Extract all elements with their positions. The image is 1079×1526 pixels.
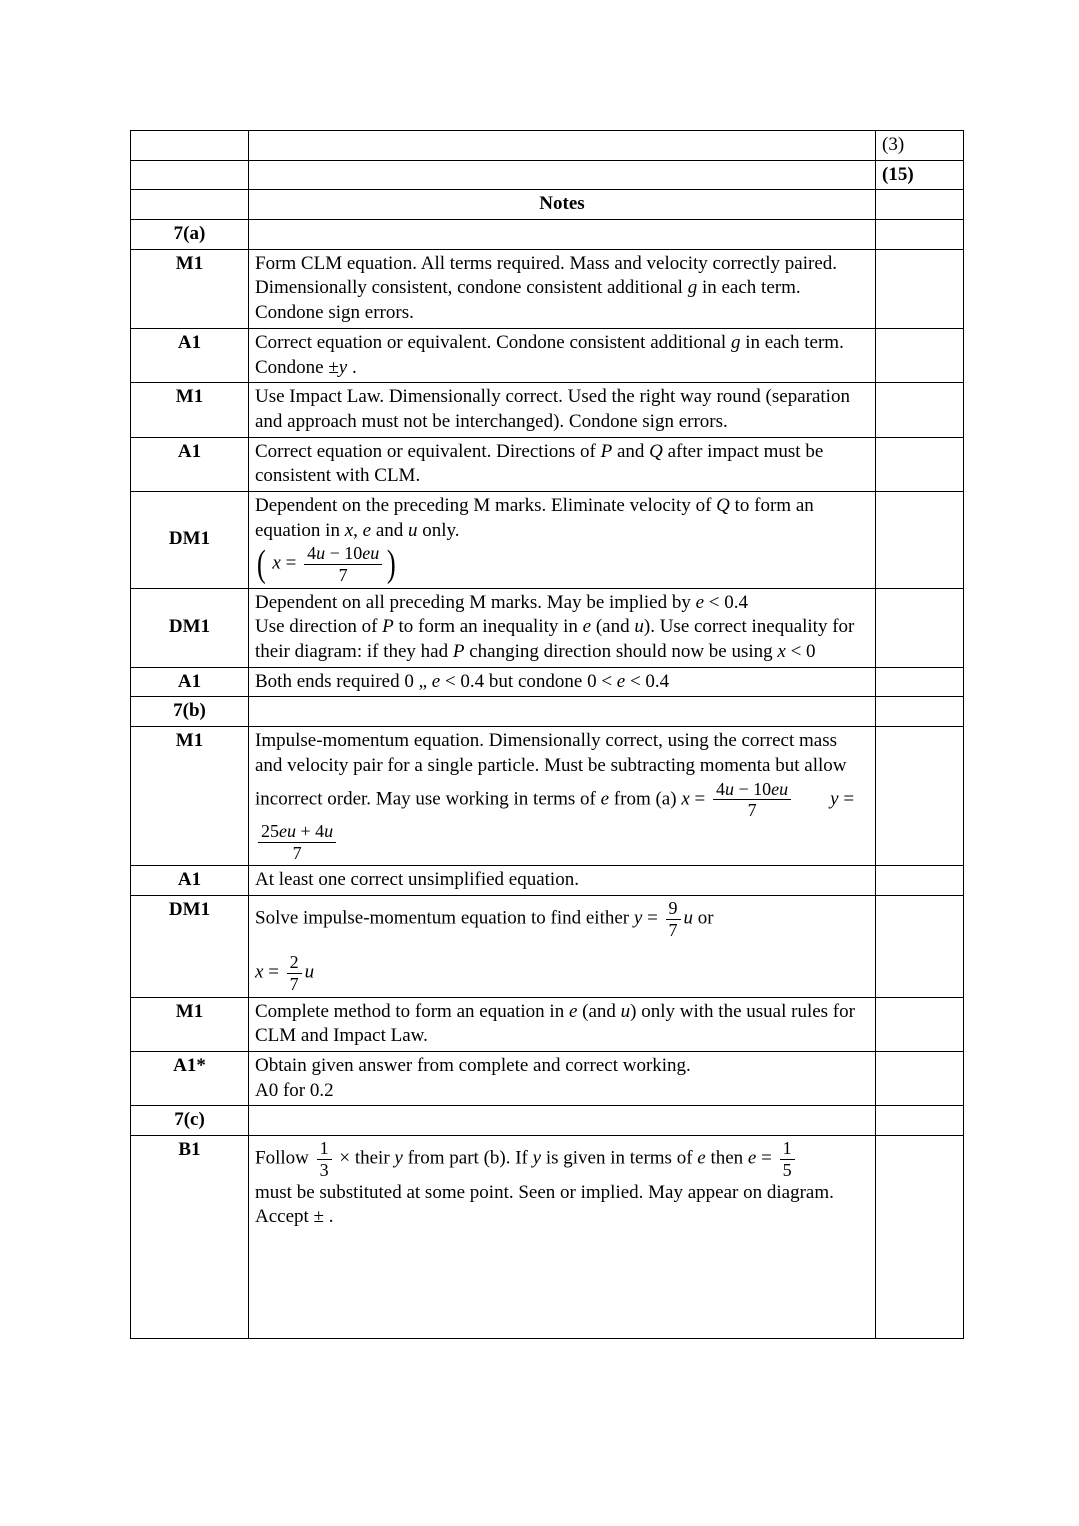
mark-label-cell: A1 xyxy=(131,866,249,896)
notes-cell: Complete method to form an equation in e (and u) only with the usual rules for CLM and Impact Law. xyxy=(249,997,876,1051)
mark-label-cell: M1 xyxy=(131,997,249,1051)
mark-label-cell: 7(c) xyxy=(131,1106,249,1136)
score-cell xyxy=(876,1106,964,1136)
fraction-numerator: 4u − 10eu xyxy=(307,543,380,564)
score-cell xyxy=(876,588,964,667)
table-row xyxy=(131,667,964,697)
table-row xyxy=(131,1052,964,1106)
notes-cell xyxy=(249,1106,876,1136)
notes-cell: Follow $\frac{1}{3}$ × their y from part (b). If y is given in terms of e then e = $\frac{1}{5}$ must be substituted at some point. Seen or implied. May appear on diagram. Accept ± . xyxy=(249,1136,876,1339)
score-cell xyxy=(876,866,964,896)
fraction-denominator: 3 xyxy=(317,1159,332,1181)
table-row xyxy=(131,727,964,866)
score-cell xyxy=(876,1136,964,1339)
mark-label-cell: DM1 xyxy=(131,895,249,997)
table-row xyxy=(131,697,964,727)
fraction-numerator: 25eu + 4u xyxy=(261,820,334,841)
fraction-numerator: 4u − 10eu xyxy=(715,778,789,799)
score-cell xyxy=(876,383,964,437)
notes-cell: At least one correct unsimplified equation. xyxy=(249,866,876,896)
fraction xyxy=(301,543,385,585)
notes-cell: Correct equation or equivalent. Directions of P and Q after impact must be consistent with CLM. xyxy=(249,437,876,491)
fraction xyxy=(314,1138,335,1180)
score-cell: (3) xyxy=(876,131,964,161)
table-row xyxy=(131,190,964,220)
mark-label-cell: M1 xyxy=(131,727,249,866)
table-row xyxy=(131,895,964,997)
fraction-denominator: 5 xyxy=(780,1159,795,1181)
table-row xyxy=(131,1136,964,1339)
notes-cell xyxy=(249,697,876,727)
table-row xyxy=(131,1106,964,1136)
mark-label-cell xyxy=(131,160,249,190)
fraction-denominator: 7 xyxy=(666,919,681,941)
fraction xyxy=(663,898,684,940)
notes-cell: Impulse-momentum equation. Dimensionally correct, using the correct mass and velocity pair for a single particle. Must be subtracting momenta but allow incorrect order. May use working in terms of e from (a) x = $\frac{4u - 10eu}{7}$ y = $\frac{25eu + 4u}{7}$ xyxy=(249,727,876,866)
table-row xyxy=(131,249,964,328)
table-row xyxy=(131,131,964,161)
notes-cell: Both ends required 0 „ e < 0.4 but condone 0 < e < 0.4 xyxy=(249,667,876,697)
fraction-numerator: 1 xyxy=(319,1138,329,1159)
table-row xyxy=(131,328,964,382)
score-cell xyxy=(876,249,964,328)
total-score: (15) xyxy=(882,163,914,185)
notes-header-cell: Notes xyxy=(249,190,876,220)
mark-scheme-table xyxy=(130,130,964,1339)
mark-label-cell: B1 xyxy=(131,1136,249,1339)
mark-label-cell: 7(a) xyxy=(131,220,249,250)
fraction-denominator: 7 xyxy=(304,564,382,586)
table-row xyxy=(131,220,964,250)
fraction xyxy=(284,952,305,994)
mark-label-cell xyxy=(131,131,249,161)
notes-cell: Solve impulse-momentum equation to find either y = $\frac{9}{7}$ u or x = $\frac{2}{7}$ u xyxy=(249,895,876,997)
score-cell xyxy=(876,220,964,250)
fraction xyxy=(710,779,794,821)
table-body xyxy=(131,131,964,1339)
notes-cell: Use Impact Law. Dimensionally correct. Used the right way round (separation and approach must not be interchanged). Condone sign errors. xyxy=(249,383,876,437)
score-cell xyxy=(876,328,964,382)
table-row xyxy=(131,160,964,190)
fraction-denominator: 7 xyxy=(258,842,336,864)
score-cell xyxy=(876,160,964,190)
fraction-numerator: 2 xyxy=(289,952,299,973)
mark-label-cell: A1 xyxy=(131,437,249,491)
mark-label-cell: 7(b) xyxy=(131,697,249,727)
score-cell xyxy=(876,1052,964,1106)
mark-label-cell: M1 xyxy=(131,249,249,328)
fraction xyxy=(777,1138,798,1180)
fraction-denominator: 7 xyxy=(713,799,791,821)
notes-cell: Correct equation or equivalent. Condone consistent additional g in each term. Condone ±y . xyxy=(249,328,876,382)
paren-icon: ( xyxy=(256,543,266,586)
score-cell xyxy=(876,997,964,1051)
table-row xyxy=(131,997,964,1051)
fraction-numerator: 9 xyxy=(668,897,678,918)
score-cell xyxy=(876,895,964,997)
notes-cell xyxy=(249,131,876,161)
notes-cell xyxy=(249,160,876,190)
mark-label-cell: A1 xyxy=(131,667,249,697)
score-cell xyxy=(876,491,964,588)
notes-cell: Form CLM equation. All terms required. Mass and velocity correctly paired. Dimensionally consistent, condone consistent additional g in each term. Condone sign errors. xyxy=(249,249,876,328)
fraction xyxy=(255,821,339,863)
mark-label-cell xyxy=(131,190,249,220)
table-row xyxy=(131,588,964,667)
fraction-numerator: 1 xyxy=(782,1138,792,1159)
score-cell xyxy=(876,190,964,220)
table-row xyxy=(131,491,964,588)
mark-label-cell: DM1 xyxy=(131,491,249,588)
score-cell xyxy=(876,667,964,697)
score-cell xyxy=(876,727,964,866)
fraction-denominator: 7 xyxy=(287,973,302,995)
notes-cell: Obtain given answer from complete and correct working. A0 for 0.2 xyxy=(249,1052,876,1106)
table-row xyxy=(131,866,964,896)
vertical-space xyxy=(255,940,869,952)
paren-icon: ) xyxy=(387,543,396,586)
mark-label-cell: DM1 xyxy=(131,588,249,667)
notes-cell: Dependent on the preceding M marks. Eliminate velocity of Q to form an equation in x, e and u only. ( x = $\frac{4u - 10eu}{7}$ ) xyxy=(249,491,876,588)
score-cell xyxy=(876,437,964,491)
notes-cell xyxy=(249,220,876,250)
table-row xyxy=(131,437,964,491)
mark-label-cell: A1 xyxy=(131,328,249,382)
table-row xyxy=(131,383,964,437)
score-cell xyxy=(876,697,964,727)
notes-cell: Dependent on all preceding M marks. May be implied by e < 0.4 Use direction of P to form an inequality in e (and u). Use correct inequality for their diagram: if they had P changing direction should now be using x < 0 xyxy=(249,588,876,667)
mark-label-cell: M1 xyxy=(131,383,249,437)
mark-label-cell: A1* xyxy=(131,1052,249,1106)
